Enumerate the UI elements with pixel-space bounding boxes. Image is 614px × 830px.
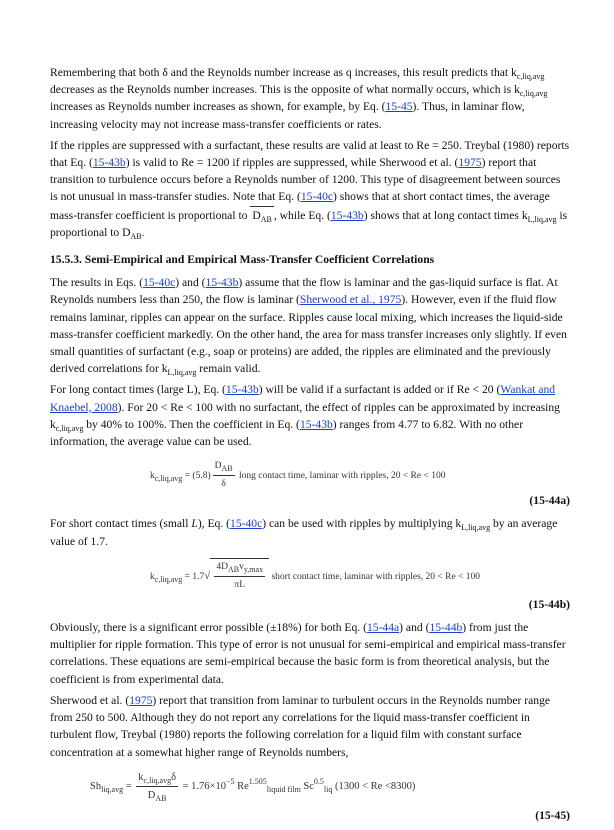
text: , while Eq. ( [273,208,331,222]
eq-link-15-40c[interactable]: 15-40c [143,276,176,290]
equation-15-44b [50,554,570,594]
eq-den: D [147,789,156,801]
superscript: 1.505 [248,776,267,786]
eq-coef: = 1.7 [182,571,205,582]
fraction [214,559,265,594]
subscript: c,liq,avg [154,574,183,584]
eq-link-15-43b[interactable]: 15-43b [205,276,239,290]
text: ) and ( [399,621,430,635]
text: The results in Eqs. ( [50,276,144,290]
text: Sherwood et al. ( [50,693,130,707]
superscript: −5 [225,776,235,786]
equation-body: $Sh_{liq,avg}$ = $\frac{k_{c,liq,avg}\delta}{D_{AB}}$ = $1.76\times 10^{-5}$ $Re^{1.505}_{liquid film}$ $Sc^{0.5}_{liq}$ (1300 < Re <8300) [90,769,415,804]
text: ) is valid to Re = 1200 if ripples are suppressed, while Sherwood et al. ( [125,156,459,170]
text: remain valid. [196,362,261,376]
eq-link-15-43b[interactable]: 15-43b [225,383,259,397]
equation-15-45 [50,765,570,805]
paragraph-6 [50,619,570,688]
eq-num: k [138,771,144,783]
paragraph-5 [50,515,570,549]
denominator: δ [221,479,226,490]
subscript: AB [260,214,272,224]
text: ) will be valid if a surfactant is added or if Re < 20 ( [258,383,501,397]
sqrt-dab [250,206,274,224]
subscript: AB [227,564,240,574]
text: ), Eq. ( [197,517,231,531]
section-heading: 15.5.3. Semi-Empirical and Empirical Mass-Transfer Coefficient Correlations [50,253,435,267]
eq-lhs: Sh [90,780,102,792]
numerator [214,559,265,577]
eq-link-15-44a[interactable]: 15-44a [366,621,400,635]
eq-lhs: k [150,571,155,582]
ref-link-wankat-2008[interactable]: Wankat and Knaebel, 2008 [50,383,556,414]
eq-rhs: = 1.76×10 [180,780,226,792]
text: by 40% to 100%. Then the coefficient in Eq. ( [83,417,300,431]
ref-link-sherwood-1975[interactable]: Sherwood et al., 1975 [299,293,402,307]
eq-link-15-43b[interactable]: 15-43b [92,156,126,170]
subscript: AB [130,231,142,241]
eq-link-15-45[interactable]: 15-45 [385,100,413,114]
eq-coef: = (5.8) [182,471,211,482]
subscript: L,liq,avg [461,523,491,533]
eq-link-15-44b[interactable]: 15-44b [429,621,463,635]
text: ) ranges from 4.77 to 6.82. With no other information, the average value can be used. [50,417,524,449]
paragraph-2 [50,137,570,241]
page-content [50,64,570,830]
subscript: c,liq,avg [154,474,183,484]
subscript: L,liq,avg [167,368,197,378]
text: If the ripples are suppressed with a surfactant, these results are valid at least to Re = 250. Treybal (1980) reports that Eq. ( [50,138,570,170]
fraction [213,458,235,493]
text: ) shows that at long contact times k [363,208,528,222]
text: ). For 20 < Re < 100 with no surfactant, the effect of ripples can be approximated by increasing k [50,400,560,431]
ref-link-sherwood-1975[interactable]: 1975 [129,693,153,707]
subscript: liq,avg [101,784,124,794]
fraction [136,769,178,804]
eq-num: 4D [216,561,228,572]
eq-link-15-43b[interactable]: 15-43b [299,417,333,431]
text: ). Thus, in laminar flow, increasing velocity may not increase mass-transfer coefficients or rates. [50,100,525,131]
denominator: πL [234,580,246,591]
sqrt-arg: D [252,208,261,222]
subscript: liq [323,784,333,794]
paragraph-1 [50,64,570,133]
text: ) and ( [175,276,206,290]
text: ). However, even if the fluid flow remains laminar, ripples can appear on the surface. Ripples cause local mixing, which increases the liquid-side mass-transfer coefficient markedly. On the other hand, the area for mass transfer increases only slightly. If even small quantities of surfactant (e.g., soap or proteins) are added, the ripples are eliminated and the previously derived correlations for k [50,293,567,376]
subscript: c,liq,avg [143,775,172,785]
ref-link-sherwood-1975[interactable]: 1975 [458,156,482,170]
subscript: c,liq,avg [55,423,84,433]
eq-note: long contact time, laminar with ripples, 20 < Re < 100 [236,471,446,482]
superscript: 0.5 [313,776,324,786]
subscript: L,liq,avg [527,214,557,224]
eq-lhs: k [150,471,155,482]
text: ) from just the multiplier for ripple formation. This type of error is not unusual for semi-empirical and empirical mass-transfer correlations. These equations are semi-empirical because the basic form is from theoretical analysis, but the coefficient is from experimental data. [50,621,566,686]
text: ) shows that at short contact times, the average mass-transfer coefficient is proportional to [50,190,550,222]
eq-num: D [214,461,222,472]
text: . [141,225,145,239]
eq-rhs: Re [234,780,249,792]
text: Remembering that both δ and the Reynolds number increase as q increases, this result predicts that k [50,66,517,79]
eq-note: short contact time, laminar with ripples, 20 < Re < 100 [269,571,481,582]
equation-15-44a [50,454,570,490]
eq-link-15-43b[interactable]: 15-43b [330,208,364,222]
subscript: AB [155,793,167,803]
paragraph-3 [50,274,570,377]
eq-link-15-40c[interactable]: 15-40c [300,190,334,204]
equation-number: (15-44b) [528,597,570,611]
paragraph-7 [50,692,570,761]
eq-rhs: Sc [300,780,314,792]
eq-link-15-40c[interactable]: 15-40c [230,517,263,531]
text: is proportional to D [50,208,568,239]
sqrt-sign: √ [204,569,211,582]
text: For short contact times (small [50,517,192,531]
eq-rhs: (1300 < Re <8300) [332,780,416,792]
denominator [136,787,178,804]
text: ) report that transition to turbulence occurs before a Reynolds number of 1200. This type of disagreement between sources is not unusual in mass-transfer studies. Note that Eq. ( [50,156,561,204]
equation-body [150,558,480,594]
subscript: y,max [243,564,264,574]
subscript: AB [221,464,233,474]
text: For long contact times (large L), Eq. ( [50,383,226,397]
paragraph-4 [50,381,570,450]
text: ) assume that the flow is laminar and the gas-liquid surface is flat. At Reynolds numbers less than 250, the flow is laminar ( [50,276,558,307]
subscript: c,liq,avg [519,89,548,99]
equation-number: (15-45) [535,808,570,822]
italic-L: L [191,517,198,531]
subscript: liquid film [266,784,301,794]
numerator [213,458,235,476]
text: by an average value of 1.7. [50,517,558,548]
eq-num: δ [171,771,177,783]
text: Obviously, there is a significant error possible (±18%) for both Eq. ( [50,621,367,635]
text: increases as Reynolds number increases as shown, for example, by Eq. ( [50,100,386,114]
text: ) can be used with ripples by multiplying k [262,517,462,531]
equation-number: (15-44a) [529,494,570,508]
eq-num: v [239,561,244,572]
numerator [136,769,178,787]
equation-body [150,458,445,493]
text: ) report that transition from laminar to turbulent occurs in the Reynolds number range from 250 to 500. Although they do not report any correlations for the liquid mass-transfer coefficient in turbulent flow, Treybal (1980) reports the following correlation for a liquid film with constant surface concentration at a somewhat higher range of Reynolds numbers, [50,693,551,759]
text: decreases as the Reynolds number increases. This is the opposite of what normally occurs, which is k [50,83,520,97]
subscript: c,liq,avg [516,72,545,81]
sqrt-body [210,558,269,594]
